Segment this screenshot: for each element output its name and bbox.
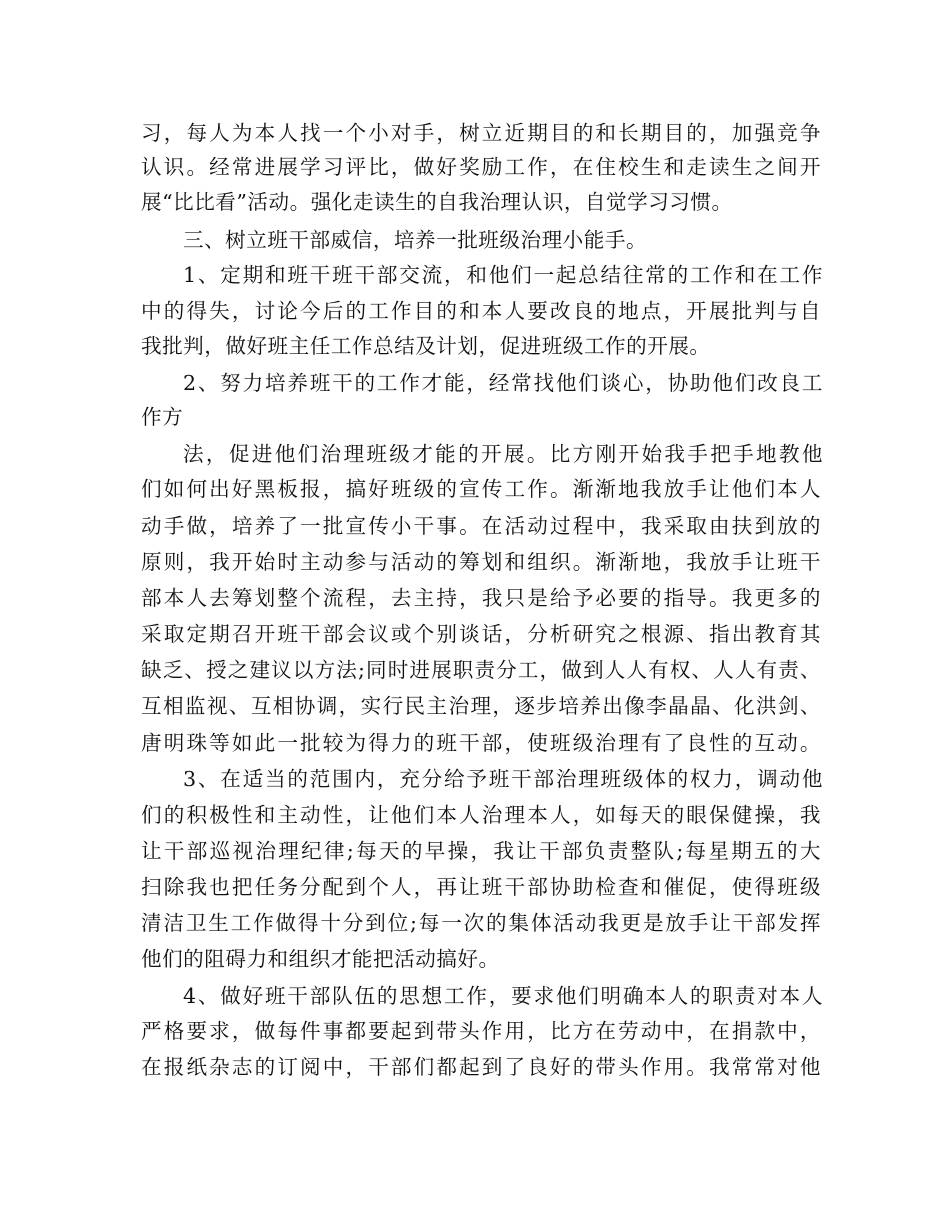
text-line: 互相监视、互相协调，实行民主治理，逐步培养出像李晶晶、化洪剑、 [141,694,821,718]
text-line: 3、在适当的范围内，充分给予班干部治理班级体的权力，调动他 [183,767,823,791]
section-heading: 三、树立班干部威信，培养一批班级治理小能手。 [183,228,648,252]
text-line: 习，每人为本人找一个小对手，树立近期目的和长期目的，加强竞争 [141,121,821,145]
text-line: 严格要求，做每件事都要起到带头作用，比方在劳动中，在捐款中， [141,1019,821,1043]
text-line: 我批判，做好班主任工作总结及计划，促进班级工作的开展。 [141,334,711,358]
text-line: 们的积极性和主动性，让他们本人治理本人，如每天的眼保健操，我 [141,803,821,827]
text-line: 4、做好班干部队伍的思想工作，要求他们明确本人的职责对本人 [183,984,823,1008]
text-line: 部本人去筹划整个流程，去主持，我只是给予必要的指导。我更多的 [141,586,821,610]
text-line: 们如何出好黑板报，搞好班级的宣传工作。渐渐地我放手让他们本人 [141,477,821,501]
text-line: 中的得失，讨论今后的工作目的和本人要改良的地点，开展批判与自 [141,299,821,323]
text-line: 2、努力培养班干的工作才能，经常找他们谈心，协助他们改良工 [183,371,823,395]
text-line: 让干部巡视治理纪律;每天的早操，我让干部负责整队;每星期五的大 [141,839,821,863]
text-line: 在报纸杂志的订阅中，干部们都起到了良好的带头作用。我常常对他 [141,1055,821,1079]
text-line: 法，促进他们治理班级才能的开展。比方刚开始我手把手地教他 [183,442,823,466]
text-line: 动手做，培养了一批宣传小干事。在活动过程中，我采取由扶到放的 [141,514,821,538]
text-line: 他们的阻碍力和组织才能把活动搞好。 [141,947,500,971]
text-line: 缺乏、授之建议以方法;同时进展职责分工，做到人人有权、人人有责、 [141,658,821,682]
text-line: 原则，我开始时主动参与活动的筹划和组织。渐渐地，我放手让班干 [141,550,821,574]
text-line: 认识。经常进展学习评比，做好奖励工作，在住校生和走读生之间开 [141,155,821,179]
text-line: 展“比比看”活动。强化走读生的自我治理认识，自觉学习习惯。 [141,190,733,214]
text-line: 采取定期召开班干部会议或个别谈话，分析研究之根源、指出教育其 [141,622,821,646]
text-line: 唐明珠等如此一批较为得力的班干部，使班级治理有了良性的互动。 [141,731,821,755]
text-line: 扫除我也把任务分配到个人，再让班干部协助检查和催促，使得班级 [141,875,821,899]
text-line: 作方 [141,405,184,429]
text-line: 清洁卫生工作做得十分到位;每一次的集体活动我更是放手让干部发挥 [141,911,821,935]
text-line: 1、定期和班干班干部交流，和他们一起总结往常的工作和在工作 [183,263,823,287]
